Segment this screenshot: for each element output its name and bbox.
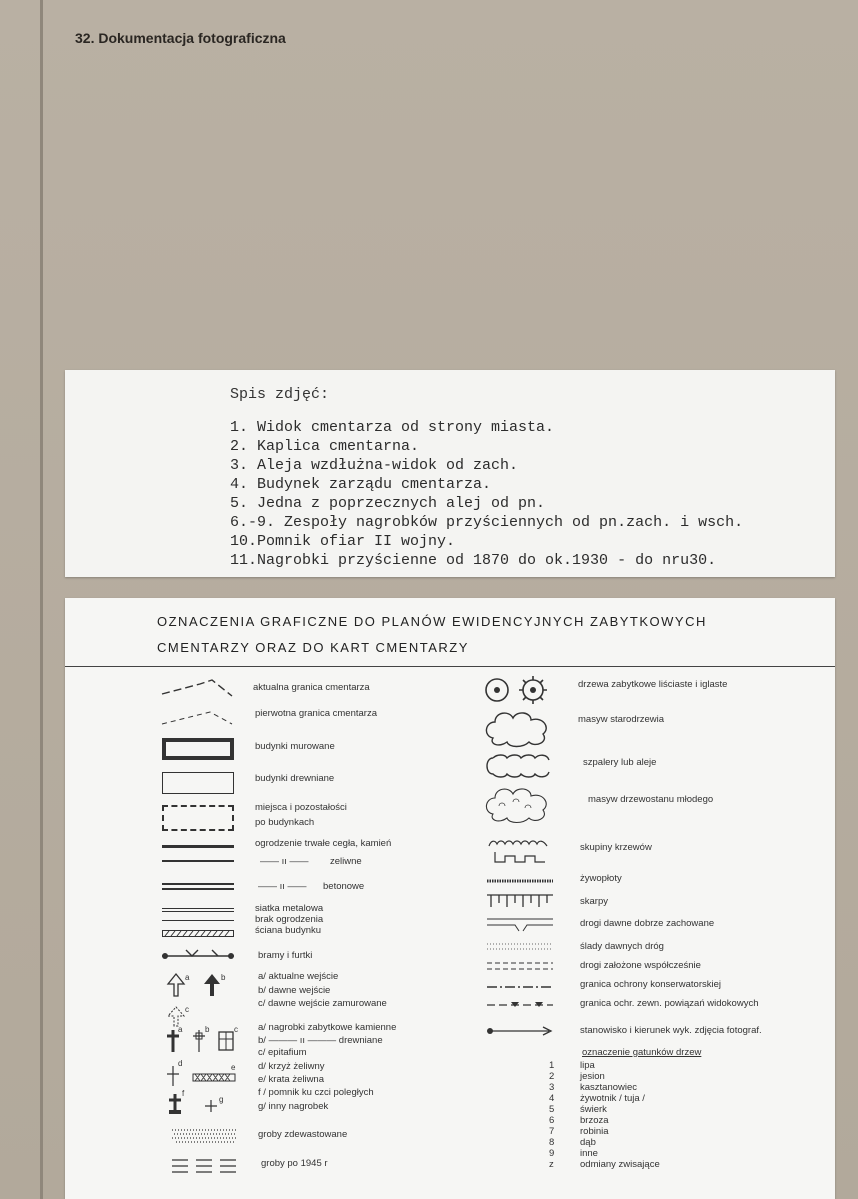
entrance-arrows-icon <box>165 970 235 998</box>
building-wall-symbol <box>162 930 234 937</box>
species-item: jesion <box>580 1071 605 1082</box>
devastated-graves-symbol <box>170 1126 240 1144</box>
legend-label: drzewa zabytkowe liściaste i iglaste <box>578 679 728 690</box>
list-item: 1. Widok cmentarza od strony miasta. <box>230 419 555 436</box>
svg-text:a: a <box>185 973 190 982</box>
tomb-crosses-icon <box>165 1024 245 1054</box>
species-number: z <box>549 1159 554 1170</box>
svg-text:c: c <box>185 1005 189 1014</box>
legend-label: ślady dawnych dróg <box>580 941 664 952</box>
legend-label: f / pomnik ku czci poległych <box>258 1087 374 1098</box>
old-roads-symbol <box>485 916 555 934</box>
legend-label-text: drewniane <box>338 1035 383 1046</box>
wall-fence-symbol <box>162 845 234 848</box>
legend-label: drogi założone współcześnie <box>580 960 701 971</box>
cast-iron-cross-icon <box>165 1058 245 1088</box>
species-number: 7 <box>549 1126 555 1137</box>
arrow-icon <box>485 1024 555 1038</box>
cast-iron-fence-symbol <box>162 860 234 862</box>
species-item: odmiany zwisające <box>580 1159 660 1170</box>
legend-label: a/ aktualne wejście <box>258 971 339 982</box>
list-item: 4. Budynek zarządu cmentarza. <box>230 476 492 493</box>
species-number: 8 <box>549 1137 555 1148</box>
legend-label: szpalery lub aleje <box>583 757 657 768</box>
legend-label: bramy i furtki <box>258 950 313 961</box>
legend-label: aktualna granica cmentarza <box>253 682 370 693</box>
list-item: 11.Nagrobki przyścienne od 1870 do ok.1930 - do nru30. <box>230 552 717 569</box>
legend-label: c/ epitafium <box>258 1047 307 1058</box>
ditto-mark: ıı <box>281 856 287 867</box>
new-roads-symbol <box>485 960 555 972</box>
legend-label: granica ochrony konserwatorskiej <box>580 979 721 990</box>
legend-label: g/ inny nagrobek <box>258 1101 329 1112</box>
list-item: 2. Kaplica cmentarna. <box>230 438 420 455</box>
legend-label: —— ıı —— <box>258 881 307 892</box>
legend-label: po budynkach <box>255 817 315 828</box>
legend-divider <box>65 666 835 667</box>
no-fence-symbol <box>162 920 234 921</box>
list-item: 5. Jedna z poprzecznych alej od pn. <box>230 495 546 512</box>
svg-text:e: e <box>231 1063 236 1072</box>
list-item: 6.-9. Zespoły nagrobków przyściennych od pn.zach. i wsch. <box>230 514 744 531</box>
species-number: 6 <box>549 1115 555 1126</box>
species-number: 3 <box>549 1082 555 1093</box>
svg-text:a: a <box>178 1025 183 1034</box>
post-1945-graves-symbol <box>170 1156 240 1178</box>
wooden-building-symbol <box>162 772 234 794</box>
legend-label: groby po 1945 r <box>261 1158 328 1169</box>
svg-text:b: b <box>221 973 226 982</box>
legend-label: betonowe <box>323 881 365 892</box>
legend-label: c/ dawne wejście zamurowane <box>258 998 387 1009</box>
legend-label: skarpy <box>580 896 608 907</box>
photo-list-title: Spis zdjęć: <box>230 386 330 403</box>
shrub-cluster-icon <box>485 838 555 866</box>
svg-text:c: c <box>234 1025 238 1034</box>
scalloped-row-icon <box>485 754 555 778</box>
species-item: brzoza <box>580 1115 609 1126</box>
photo-list <box>230 418 743 570</box>
species-item: lipa <box>580 1060 595 1071</box>
species-item: świerk <box>580 1104 607 1115</box>
svg-text:b: b <box>205 1025 210 1034</box>
legend-label: —— ıı —— <box>260 856 309 867</box>
slope-symbol <box>485 893 555 909</box>
legend-label: d/ krzyż żeliwny <box>258 1061 325 1072</box>
species-number: 1 <box>549 1060 555 1071</box>
building-remains-symbol <box>162 805 234 831</box>
legend-label: granica ochr. zewn. powiązań widokowych <box>580 998 759 1009</box>
road-traces-symbol <box>485 941 555 951</box>
binding-line <box>40 0 43 1199</box>
legend-label: żywopłoty <box>580 873 622 884</box>
species-item: kasztanowiec <box>580 1082 638 1093</box>
legend-label: ściana budynku <box>255 925 322 936</box>
list-item: 10.Pomnik ofiar II wojny. <box>230 533 456 550</box>
list-item: 3. Aleja wzdłużna-widok od zach. <box>230 457 519 474</box>
legend-label: ogrodzenie trwałe cegła, kamień <box>255 838 392 849</box>
species-item: inne <box>580 1148 598 1159</box>
metal-mesh-symbol <box>162 908 234 909</box>
legend-label: brak ogrodzenia <box>255 914 324 925</box>
ditto-mark: ıı <box>299 1035 305 1046</box>
ditto-mark: ıı <box>279 881 285 892</box>
legend-label: groby zdewastowane <box>258 1129 348 1140</box>
current-boundary-symbol <box>160 676 235 698</box>
species-list-title: oznaczenie gatunków drzew <box>582 1047 702 1058</box>
concrete-fence-symbol <box>162 883 234 885</box>
species-number: 5 <box>549 1104 555 1115</box>
legend-label: budynki drewniane <box>255 773 335 784</box>
svg-text:d: d <box>178 1059 183 1068</box>
species-item: robinia <box>580 1126 609 1137</box>
legend-label: a/ nagrobki zabytkowe kamienne <box>258 1022 397 1033</box>
legend-label: b/ ——— ıı ——— drewniane <box>258 1035 383 1046</box>
species-number: 9 <box>549 1148 555 1159</box>
hedge-symbol <box>485 876 555 886</box>
original-boundary-symbol <box>160 706 235 728</box>
photo-list-card <box>65 370 835 577</box>
legend-label: stanowisko i kierunek wyk. zdjęcia fotograf. <box>580 1025 762 1036</box>
cloud-icon <box>483 708 555 748</box>
gate-symbol <box>160 946 236 962</box>
view-boundary-symbol <box>485 1000 555 1010</box>
masonry-building-symbol <box>162 738 234 760</box>
svg-text:f: f <box>182 1089 185 1098</box>
legend-title-line2: CMENTARZY ORAZ DO KART CMENTARZY <box>157 640 469 655</box>
species-number: 4 <box>549 1093 555 1104</box>
legend-label: masyw starodrzewia <box>578 714 665 725</box>
legend-label-prefix: b/ <box>258 1035 266 1046</box>
species-item: żywotnik / tuja / <box>580 1093 645 1104</box>
monument-cross-icon <box>165 1088 245 1116</box>
tree-circle-icon <box>483 675 555 705</box>
svg-text:g: g <box>219 1095 224 1104</box>
species-number: 2 <box>549 1071 555 1082</box>
page-title: 32. Dokumentacja fotograficzna <box>75 30 286 46</box>
concrete-fence-symbol-2 <box>162 888 234 890</box>
young-forest-cloud-icon <box>483 784 555 824</box>
legend-label: budynki murowane <box>255 741 335 752</box>
legend-label: drogi dawne dobrze zachowane <box>580 918 715 929</box>
legend-label: skupiny krzewów <box>580 842 652 853</box>
legend-label: siatka metalowa <box>255 903 324 914</box>
legend-label: zeliwne <box>330 856 362 867</box>
legend-label: masyw drzewostanu młodego <box>588 794 714 805</box>
legend-title-line1: OZNACZENIA GRAFICZNE DO PLANÓW EWIDENCYJNYCH ZABYTKOWYCH <box>157 614 707 629</box>
legend-label: miejsca i pozostałości <box>255 802 347 813</box>
metal-mesh-symbol-2 <box>162 911 234 912</box>
legend-label: e/ krata żeliwna <box>258 1074 325 1085</box>
legend-label: pierwotna granica cmentarza <box>255 708 377 719</box>
species-item: dąb <box>580 1137 596 1148</box>
protection-boundary-symbol <box>485 982 555 992</box>
legend-card <box>65 598 835 1199</box>
legend-label: b/ dawne wejście <box>258 985 331 996</box>
